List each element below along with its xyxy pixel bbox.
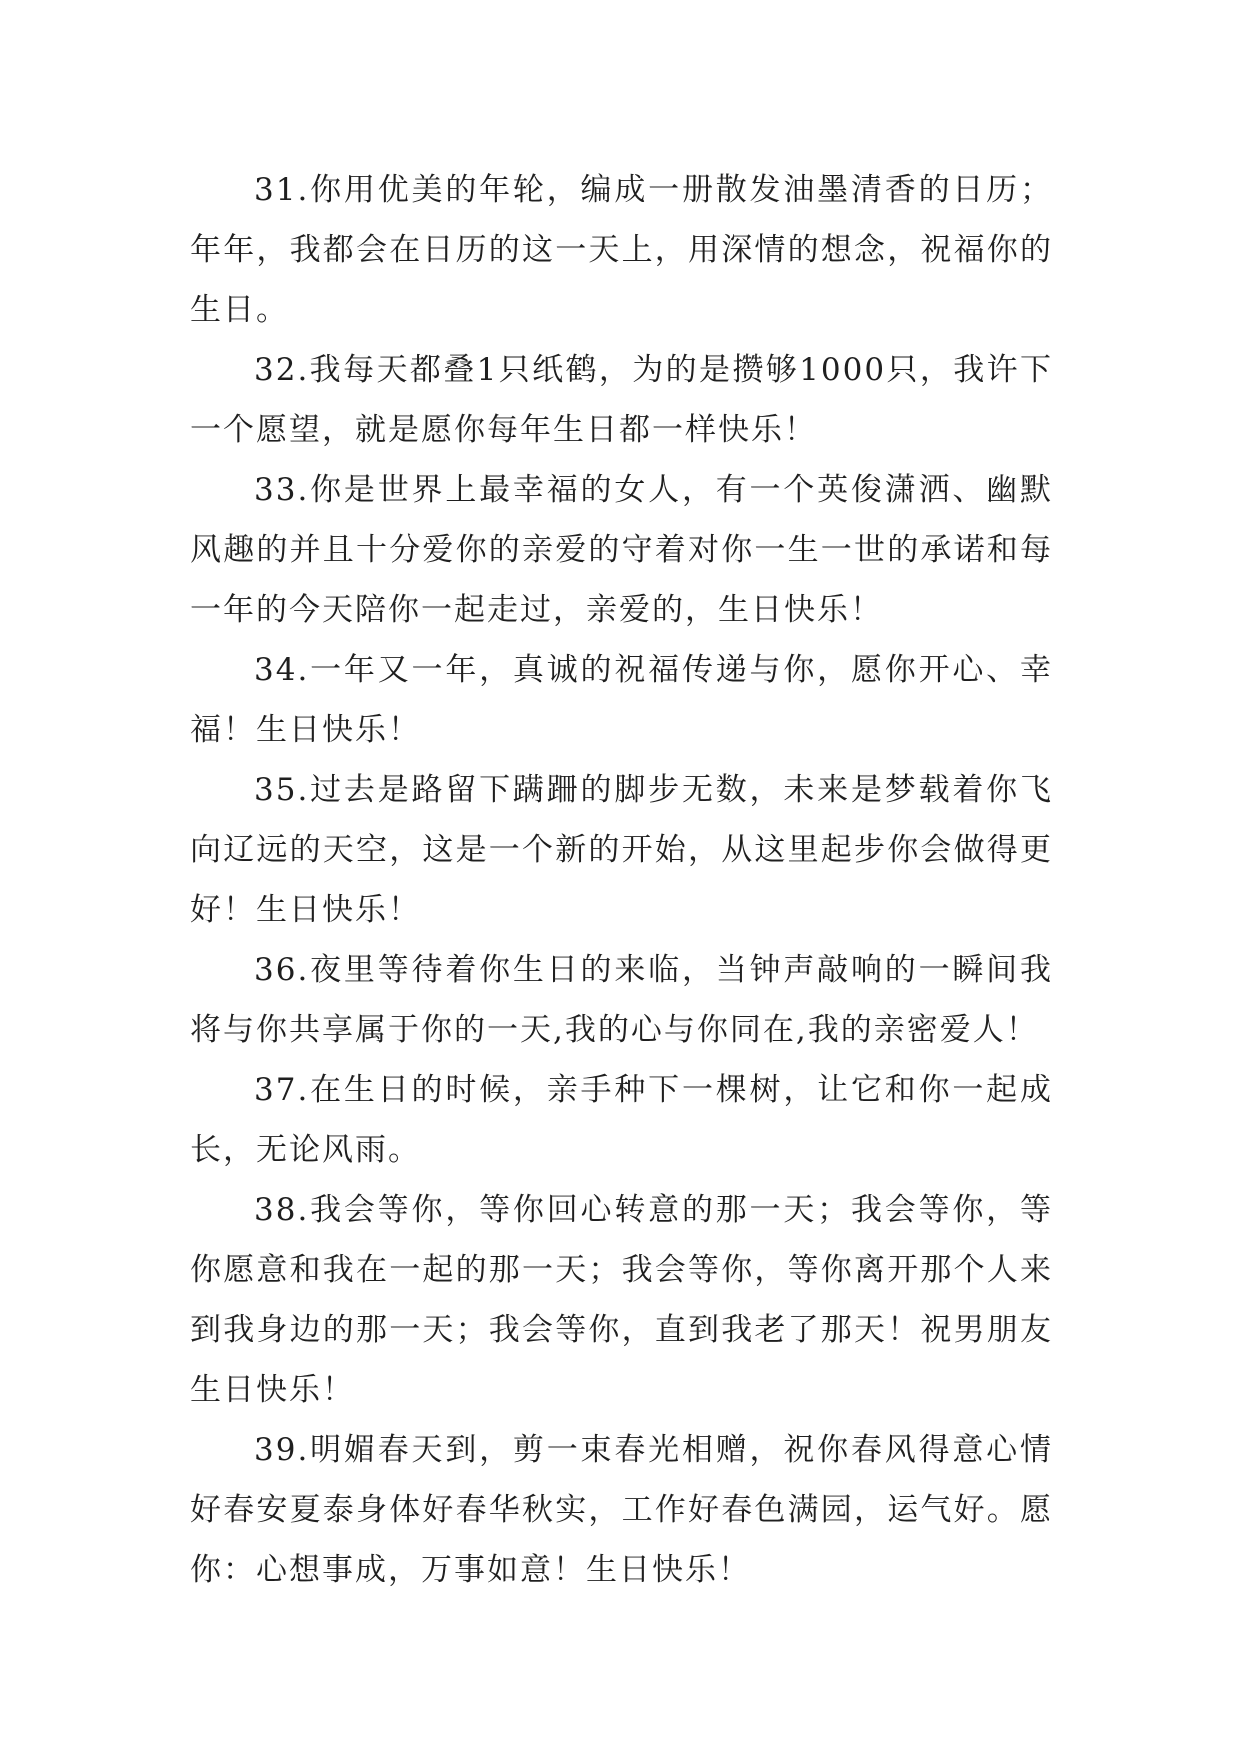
paragraph-34: 34.一年又一年，真诚的祝福传递与你，愿你开心、幸福！生日快乐！: [190, 652, 1053, 748]
paragraph-36: 36.夜里等待着你生日的来临，当钟声敲响的一瞬间我将与你共享属于你的一天,我的心与你同在,我的亲密爱人！: [190, 952, 1053, 1048]
paragraph-33: 33.你是世界上最幸福的女人，有一个英俊潇洒、幽默风趣的并且十分爱你的亲爱的守着对你一生一世的承诺和每一年的今天陪你一起走过，亲爱的，生日快乐！: [190, 472, 1053, 628]
document-body: [190, 160, 1053, 1600]
paragraph-35: 35.过去是路留下蹒跚的脚步无数，未来是梦载着你飞向辽远的天空，这是一个新的开始，从这里起步你会做得更好！生日快乐！: [190, 772, 1053, 928]
paragraph-39: 39.明媚春天到，剪一束春光相赠，祝你春风得意心情好春安夏泰身体好春华秋实，工作好春色满园，运气好。愿你：心想事成，万事如意！生日快乐！: [190, 1432, 1053, 1588]
paragraph-37: 37.在生日的时候，亲手种下一棵树，让它和你一起成长，无论风雨。: [190, 1072, 1053, 1168]
paragraph-38: 38.我会等你，等你回心转意的那一天；我会等你，等你愿意和我在一起的那一天；我会等你，等你离开那个人来到我身边的那一天；我会等你，直到我老了那天！祝男朋友生日快乐！: [190, 1192, 1053, 1408]
paragraph-32: 32.我每天都叠1只纸鹤，为的是攒够1000只，我许下一个愿望，就是愿你每年生日都一样快乐！: [190, 352, 1053, 448]
paragraph-31: 31.你用优美的年轮，编成一册散发油墨清香的日历；年年，我都会在日历的这一天上，用深情的想念，祝福你的生日。: [190, 172, 1053, 328]
